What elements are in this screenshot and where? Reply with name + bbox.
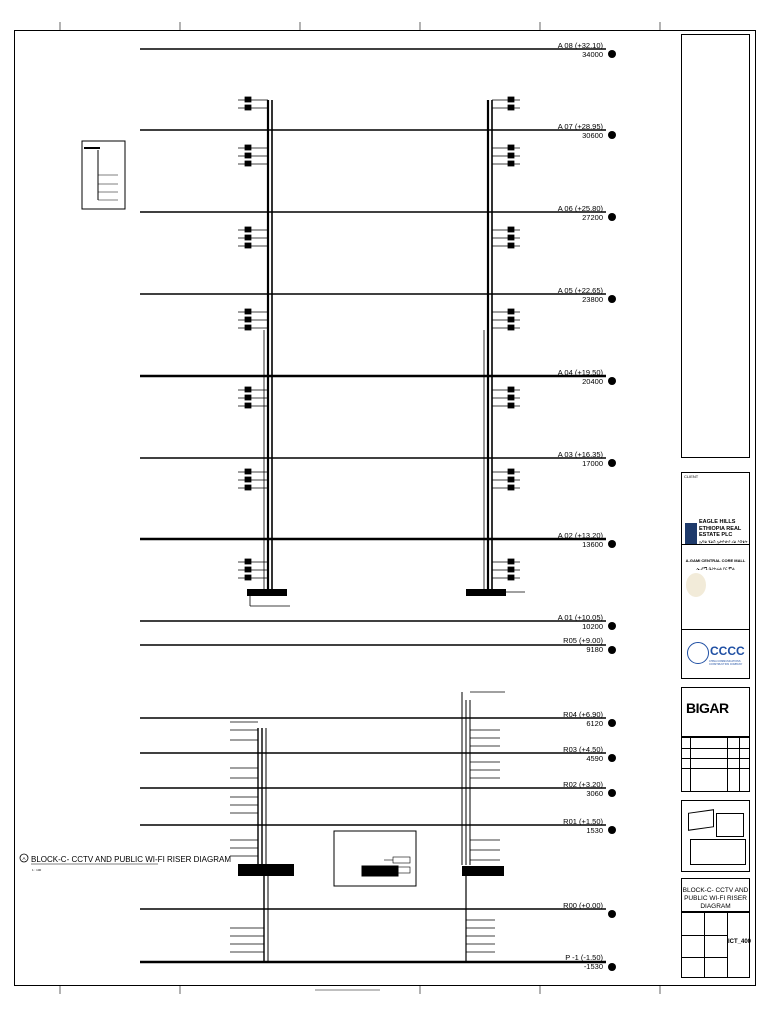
level-label: A 03 (+16.35) xyxy=(557,450,603,459)
key-plan xyxy=(681,800,750,872)
contractor-logo: CCCC xyxy=(710,644,745,658)
revision-table xyxy=(681,737,750,792)
level-value: 34000 xyxy=(582,50,603,59)
level-label: R03 (+4.50) xyxy=(563,745,603,754)
lower-branches xyxy=(230,722,500,952)
title-block xyxy=(681,32,750,984)
designer-logo: BIGAR xyxy=(686,700,729,716)
sheet-info-panel xyxy=(681,912,750,978)
drawing-title-ref: A xyxy=(22,856,26,861)
lower-risers xyxy=(258,692,505,962)
floor-devices xyxy=(238,559,520,580)
designer-panel xyxy=(681,687,750,737)
floor-devices xyxy=(238,387,520,408)
consultant-panel xyxy=(681,544,750,639)
sheet-number: ICT_400 xyxy=(728,939,752,945)
level-value: 23800 xyxy=(582,295,603,304)
floor-devices xyxy=(238,309,520,330)
level-value: 9180 xyxy=(586,645,603,654)
client-name-local: ኢግል ሂልስ ኢትዮጵያ ሪል እስቴት xyxy=(699,539,748,544)
contractor-panel xyxy=(681,629,750,679)
level-value: 10200 xyxy=(582,622,603,631)
floor-devices xyxy=(238,97,520,110)
level-label: R05 (+9.00) xyxy=(563,636,603,645)
level-label: A 04 (+19.50) xyxy=(557,368,603,377)
level-labels xyxy=(558,41,604,971)
level-label: A 08 (+32.10) xyxy=(557,41,603,50)
level-value: 17000 xyxy=(582,459,603,468)
notes-panel xyxy=(681,34,750,458)
level-value: 30600 xyxy=(582,131,603,140)
legend xyxy=(82,141,125,209)
floor-devices xyxy=(238,469,520,490)
level-value: -1530 xyxy=(583,962,603,971)
level-value: 13600 xyxy=(582,540,603,549)
drawing-title-group xyxy=(20,854,231,872)
client-label: CLIENT xyxy=(684,474,699,479)
level-label: A 05 (+22.65) xyxy=(557,286,603,295)
level-value: 4590 xyxy=(586,754,603,763)
level-label: A 06 (+25.80) xyxy=(557,204,603,213)
level-label: A 01 (+10.05) xyxy=(557,613,603,622)
level-value: 3060 xyxy=(586,789,603,798)
border-ticks xyxy=(60,22,660,994)
contractor-emblem xyxy=(687,642,709,664)
level-label: R02 (+3.20) xyxy=(563,780,603,789)
sheet-title-panel xyxy=(681,878,750,912)
consultant-line-1: A-GAMI CENTRAL CORE MALL xyxy=(685,558,746,563)
level-label: P -1 (-1.50) xyxy=(565,953,603,962)
level-value: 27200 xyxy=(582,213,603,222)
drawing-title: BLOCK-C- CCTV AND PUBLIC WI-FI RISER DIAGRAM xyxy=(31,855,232,864)
signature-stamp xyxy=(686,573,706,597)
level-label: A 07 (+28.95) xyxy=(557,122,603,131)
consultant-line-2: ኤ-ጋሚ ሴንትራል ኮር ሞል xyxy=(696,566,735,571)
level-lines xyxy=(140,49,606,962)
floor-devices xyxy=(238,227,520,248)
level-label: R01 (+1.50) xyxy=(563,817,603,826)
contractor-sub: CHINA COMMUNICATIONS CONSTRUCTION COMPANY xyxy=(709,660,743,666)
upper-risers-base xyxy=(247,589,506,596)
level-markers xyxy=(608,50,616,971)
level-label: R00 (+0.00) xyxy=(563,901,603,910)
floor-devices xyxy=(238,145,520,166)
level-label: A 02 (+13.20) xyxy=(557,531,603,540)
level-value: 20400 xyxy=(582,377,603,386)
client-name: EAGLE HILLS ETHIOPIA REAL ESTATE PLC xyxy=(699,519,742,538)
drawing-scale: 1 : 100 xyxy=(32,868,42,872)
level-label: R04 (+6.90) xyxy=(563,710,603,719)
upper-risers xyxy=(264,100,492,592)
level-value: 6120 xyxy=(586,719,603,728)
device-branches xyxy=(238,97,520,580)
sheet-title: BLOCK-C- CCTV AND PUBLIC WI-FI RISER DIAGRAM xyxy=(682,887,749,910)
detail-box xyxy=(334,831,416,886)
level-value: 1530 xyxy=(586,826,603,835)
